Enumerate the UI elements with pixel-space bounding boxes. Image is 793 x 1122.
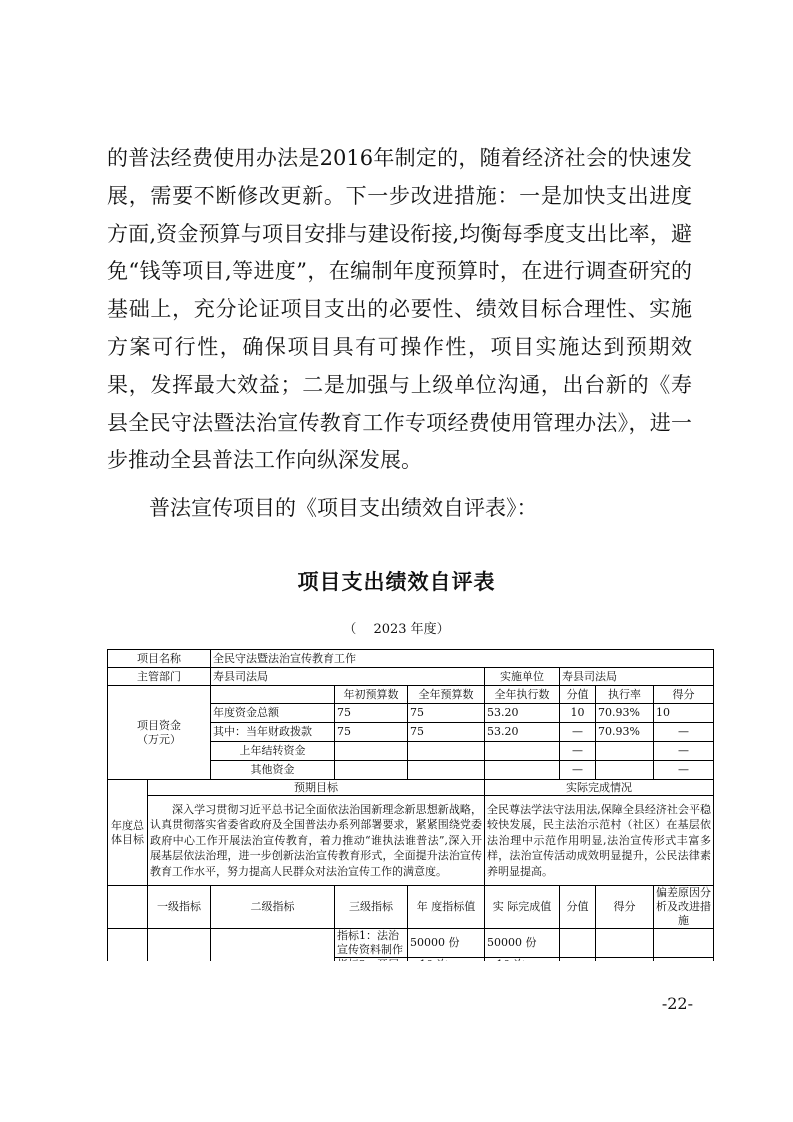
funds-cell: — xyxy=(654,742,714,761)
funds-cell: — xyxy=(654,723,714,742)
indicator-actual: 50000 份 xyxy=(485,929,560,958)
indicator-header: 一级指标 xyxy=(148,886,211,929)
table-row xyxy=(108,886,714,929)
body-paragraph-1: 的普法经费使用办法是2016年制定的，随着经济社会的快速发展，需要不断修改更新。下一步改进措施：一是加快支出进度方面,资金预算与项目安排与建设衔接,均衡每季度支出比率，避免“钱等项目,等进度”，在编制年度预算时，在进行调查研究的基础上，充分论证项目支出的必要性、绩效目标合理性、实施方案可行性，确保项目具有可操作性，项目实施达到预期效果，发挥最大效益；二是加强与上级单位沟通，出台新的《寿县全民守法暨法治宣传教育工作专项经费使用管理办法》，进一步推动全县普法工作向纵深发展。 xyxy=(107,146,692,473)
funds-cell xyxy=(335,742,408,761)
funds-row-label: 年度资金总额 xyxy=(211,704,335,723)
expected-goal-text: 深入学习贯彻习近平总书记全面依法治国新理念新思想新战略，认真贯彻落实省委省政府及全国普法办系列部署要求，紧紧围绕党委政府中心工作开展法治宣传教育，着力推动“谁执法谁普法”,深入开展基层依法治理，进一步创新法治宣传教育形式，全面提升法治宣传教育工作水平，努力提高人民群众对法治宣传工作的满意度。 xyxy=(148,796,485,886)
funds-cell: — xyxy=(654,761,714,780)
dept-value: 寿县司法局 xyxy=(211,668,485,686)
funds-label-line-2: （万元） xyxy=(137,732,181,746)
funds-label xyxy=(108,686,211,780)
funds-row-label: 其他资金 xyxy=(211,761,335,780)
project-name-label: 项目名称 xyxy=(108,650,211,668)
funds-cell: 70.93% xyxy=(596,723,654,742)
funds-cell: 53.20 xyxy=(485,704,560,723)
actual-label: 实际完成情况 xyxy=(485,780,714,796)
project-name-value: 全民守法暨法治宣传教育工作 xyxy=(211,650,714,668)
table-row xyxy=(108,929,714,958)
table-row xyxy=(108,780,714,796)
indicator-header: 实 际完成值 xyxy=(485,886,560,929)
expected-label: 预期目标 xyxy=(148,780,485,796)
page-number: -22- xyxy=(661,994,693,1013)
dept-label: 主管部门 xyxy=(108,668,211,686)
header-cell: 全年执行数 xyxy=(485,686,560,704)
funds-cell: 53.20 xyxy=(485,723,560,742)
impl-label: 实施单位 xyxy=(485,668,560,686)
funds-label-line-1: 项目资金 xyxy=(137,718,181,732)
funds-cell: 75 xyxy=(408,723,485,742)
goal-label: 年度总体目标 xyxy=(108,780,148,886)
funds-cell: 10 xyxy=(560,704,596,723)
funds-cell xyxy=(485,742,560,761)
funds-cell xyxy=(408,742,485,761)
actual-result-text: 全民尊法学法守法用法,保障全县经济社会平稳较快发展，民主法治示范村（社区）在基层依法治理中示范作用明显,法治宣传形式丰富多样，法治宣传活动成效明显提升，公民法律素养明显提高。 xyxy=(485,796,714,886)
header-cell: 执行率 xyxy=(596,686,654,704)
impl-value: 寿县司法局 xyxy=(560,668,714,686)
funds-row-label: 上年结转资金 xyxy=(211,742,335,761)
table-row xyxy=(108,686,714,704)
funds-cell: 75 xyxy=(335,723,408,742)
header-cell: 得分 xyxy=(654,686,714,704)
funds-cell xyxy=(408,761,485,780)
funds-cell: 70.93% xyxy=(596,704,654,723)
indicator-header: 二级指标 xyxy=(211,886,335,929)
funds-cell xyxy=(485,761,560,780)
table-row xyxy=(108,796,714,886)
indicator-header: 偏差原因分析及改进措施 xyxy=(654,886,714,929)
indicator-header: 得分 xyxy=(596,886,654,929)
indicator-header: 三级指标 xyxy=(335,886,408,929)
funds-cell xyxy=(596,761,654,780)
indicator-header: 分值 xyxy=(560,886,596,929)
year-line: （ 2023 年度） xyxy=(343,622,450,637)
funds-row-label: 其中：当年财政拨款 xyxy=(211,723,335,742)
indicator-header: 年 度指标值 xyxy=(408,886,485,929)
funds-cell xyxy=(596,742,654,761)
indicator-name: 指标1：法治宣传资料制作 xyxy=(335,929,408,958)
table-title: 项目支出绩效自评表 xyxy=(297,570,496,594)
header-cell: 分值 xyxy=(560,686,596,704)
funds-cell: — xyxy=(560,761,596,780)
funds-cell xyxy=(335,761,408,780)
funds-cell: 10 xyxy=(654,704,714,723)
table-row xyxy=(108,650,714,668)
page-bottom-margin xyxy=(0,961,793,1122)
body-paragraph-2: 普法宣传项目的《项目支出绩效自评表》： xyxy=(149,496,538,520)
funds-cell: — xyxy=(560,742,596,761)
indicator-target: 50000 份 xyxy=(408,929,485,958)
header-cell: 年初预算数 xyxy=(335,686,408,704)
header-cell: 全年预算数 xyxy=(408,686,485,704)
funds-cell: 75 xyxy=(408,704,485,723)
funds-cell: — xyxy=(560,723,596,742)
table-row xyxy=(108,668,714,686)
funds-cell: 75 xyxy=(335,704,408,723)
